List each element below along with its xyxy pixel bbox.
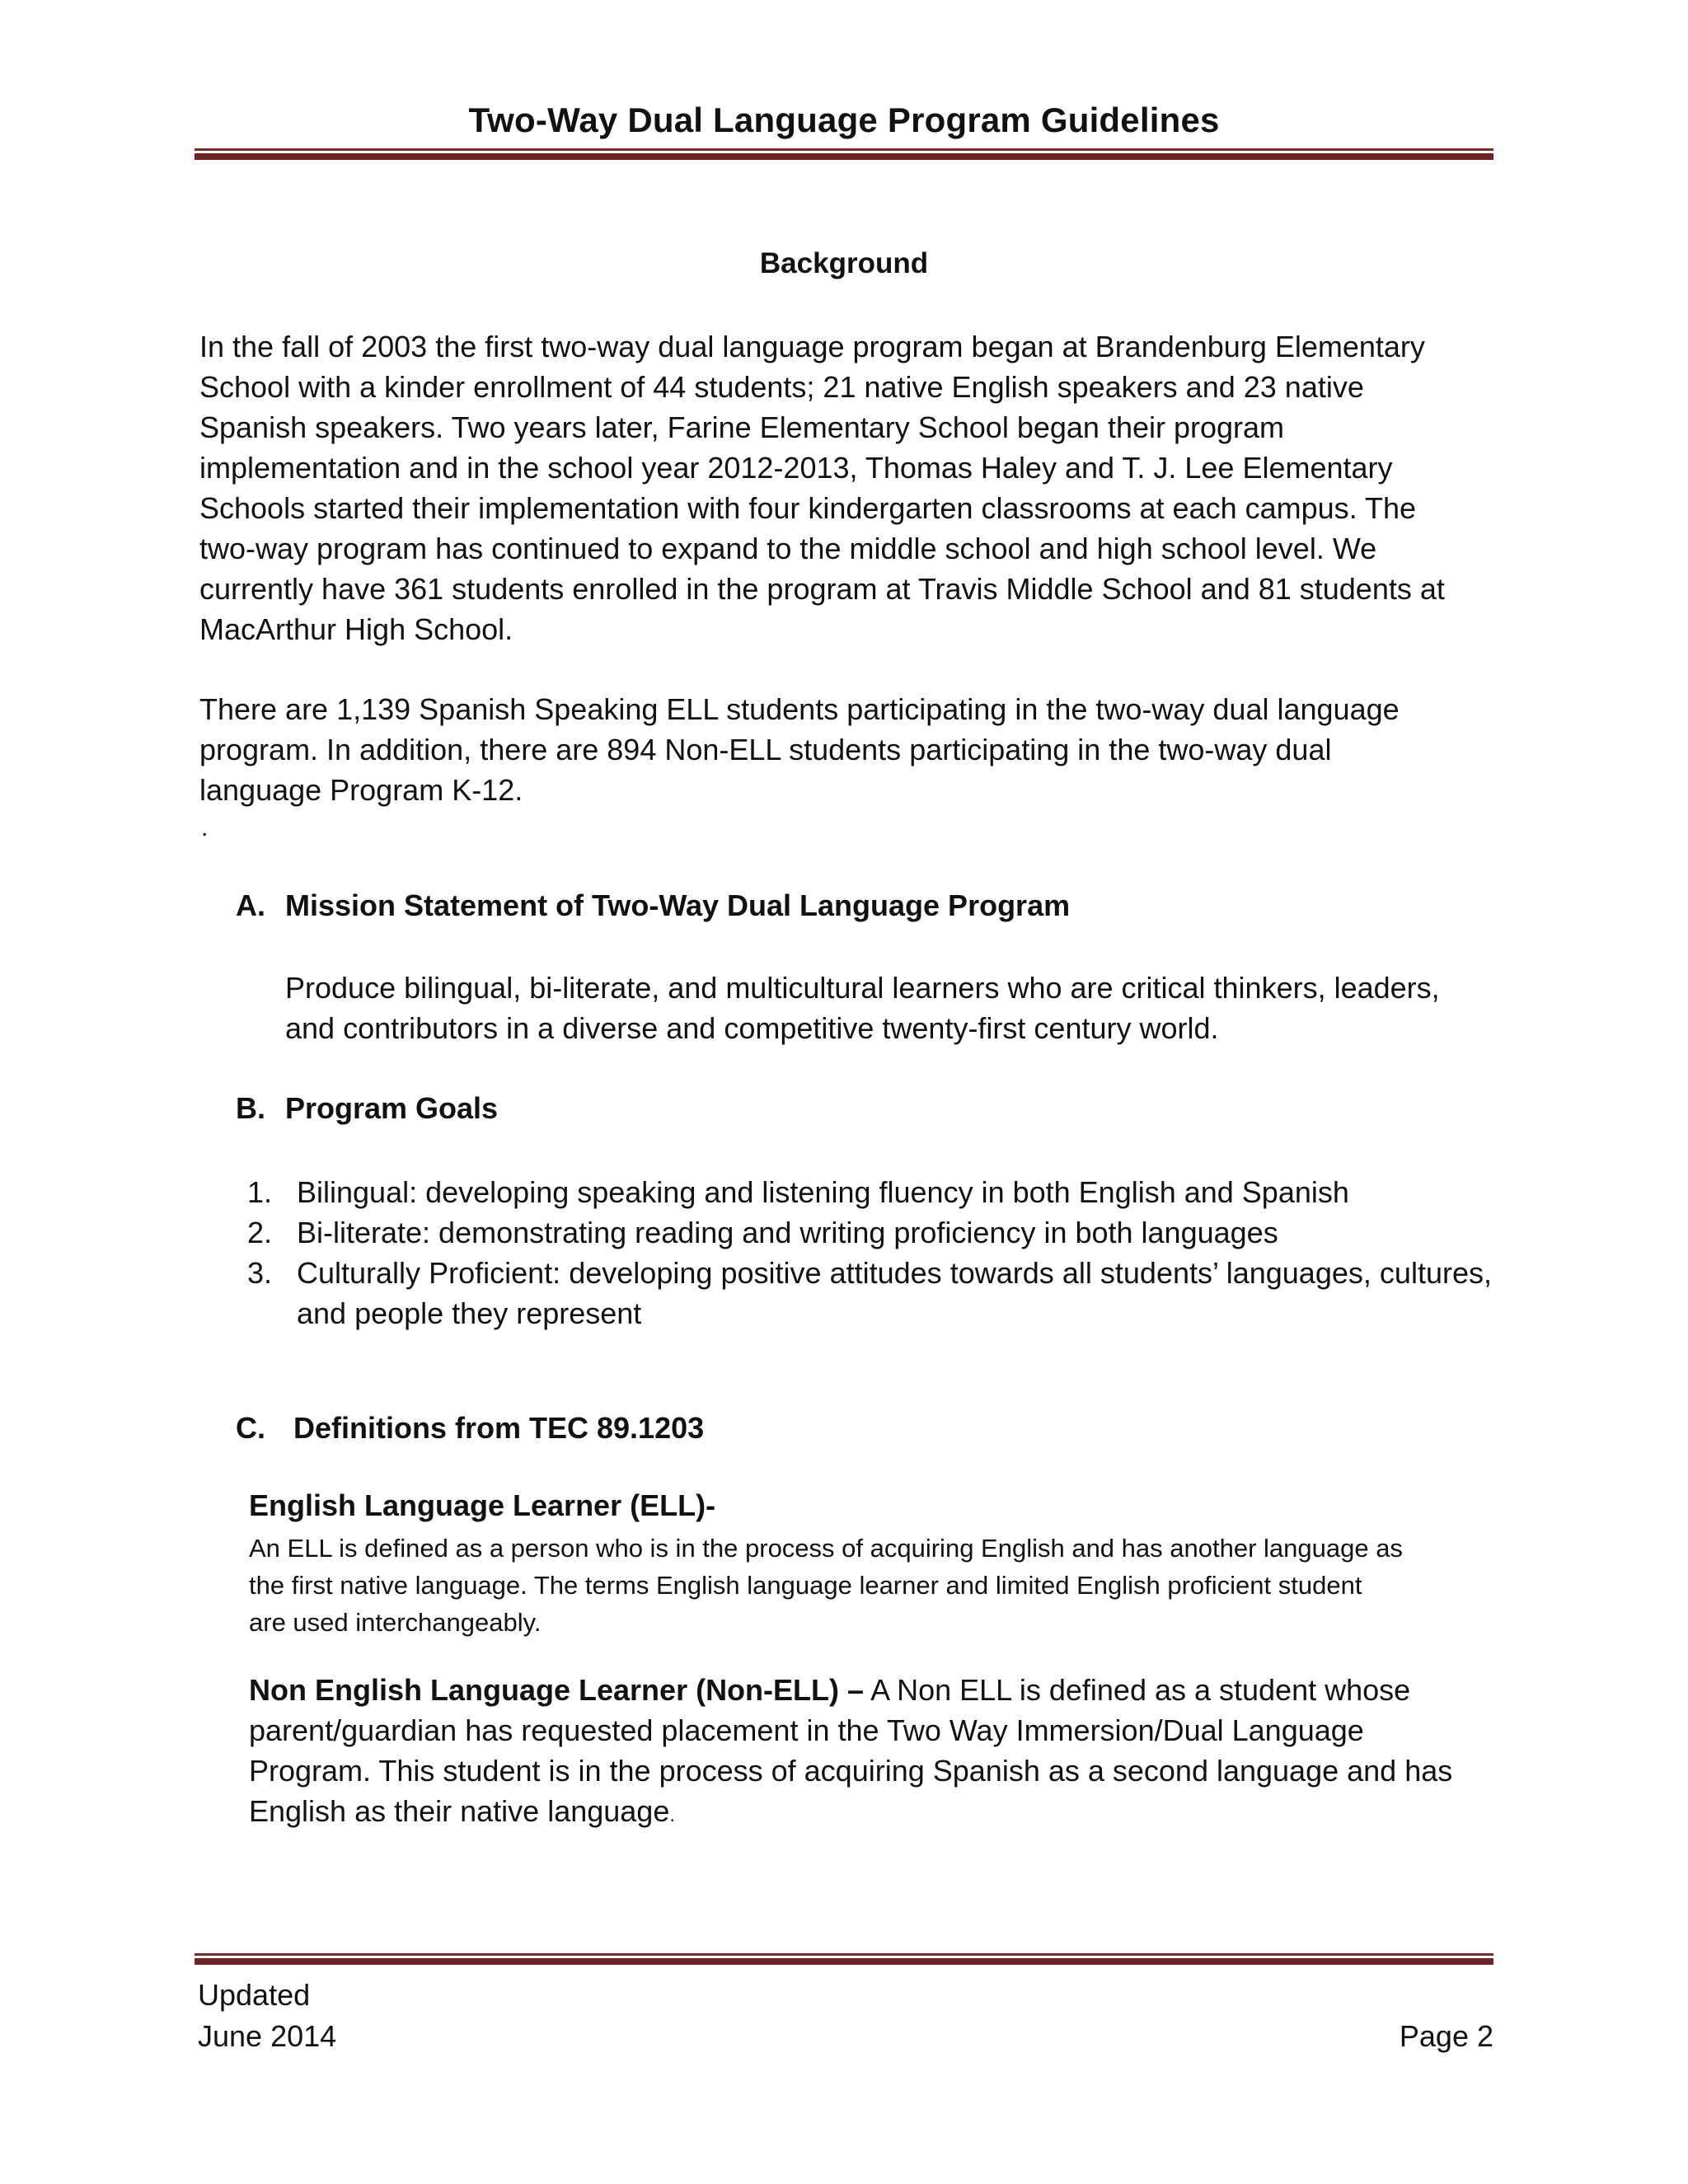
updated-label: Updated [198, 1978, 311, 2012]
list-item [247, 1212, 1492, 1253]
ell-definition: An ELL is defined as a person who is in the process of acquiring English and has another language as the first native language. The terms English language learner and limited English proficient student are used interchangeably. [249, 1534, 1403, 1637]
header-rule [195, 148, 1493, 160]
nonell-end-mark: . [669, 1804, 676, 1826]
section-a-letter: A. [236, 888, 265, 922]
goal-text: Culturally Proficient: developing positive attitudes towards all students’ languages, cultures, and people they represent [297, 1256, 1492, 1330]
section-a-title: Mission Statement of Two-Way Dual Language Program [285, 888, 1071, 922]
footer-rule [195, 1953, 1493, 1965]
goal-number: 2. [247, 1216, 273, 1249]
program-goals-list [247, 1172, 1492, 1333]
section-a-heading [236, 888, 1070, 923]
section-c-heading [236, 1411, 704, 1446]
nonell-definition-block [249, 1670, 1502, 1835]
section-c-letter: C. [236, 1411, 265, 1445]
goal-text: Bilingual: developing speaking and listening fluency in both English and Spanish [297, 1175, 1349, 1209]
section-b-title: Program Goals [285, 1091, 499, 1125]
ell-term: English Language Learner (ELL)- [249, 1488, 716, 1522]
section-b-letter: B. [236, 1091, 265, 1125]
background-paragraph-1: In the fall of 2003 the first two-way dual language program began at Brandenburg Elementary School with a kinder enrollment of 44 students; 21 native English speakers and 23 native Spanish speakers. Two years later, Farine Elementary School began their program implementation and in the school year 2012-2013, Thomas Haley and T. J. Lee Elementary Schools started their implementation with four kindergarten classrooms at each campus. The two-way program has continued to expand to the middle school and high school level. We currently have 361 students enrolled in the program at Travis Middle School and 81 students at MacArthur High School. [199, 330, 1445, 646]
background-title: Background [759, 247, 929, 279]
section-c-title: Definitions from TEC 89.1203 [293, 1411, 705, 1445]
section-b-heading [236, 1091, 498, 1126]
mission-statement: Produce bilingual, bi-literate, and multicultural learners who are critical thinkers, leaders, and contributors in a diverse and competitive twenty-first century world. [285, 971, 1440, 1045]
stray-mark: . [201, 814, 209, 841]
footer-updated [198, 1975, 336, 2057]
list-item [247, 1172, 1492, 1212]
header-title: Two-Way Dual Language Program Guidelines [468, 101, 1220, 139]
nonell-term: Non English Language Learner (Non-ELL) – [249, 1673, 865, 1707]
goal-number: 3. [247, 1256, 273, 1290]
goal-text: Bi-literate: demonstrating reading and writing proficiency in both languages [297, 1216, 1278, 1249]
updated-date: June 2014 [198, 2019, 337, 2053]
page-number: Page 2 [1399, 2019, 1493, 2053]
goal-number: 1. [247, 1175, 273, 1209]
background-paragraph-2: There are 1,139 Spanish Speaking ELL students participating in the two-way dual language program. In addition, there are 894 Non-ELL students participating in the two-way dual language Program K-12. [199, 692, 1400, 807]
nonell-definition: A Non ELL is defined as a student whose parent/guardian has requested placement in the Two Way Immersion/Dual Language Program. This student is in the process of acquiring Spanish as a second language and has English as their native language [249, 1673, 1453, 1828]
list-item [247, 1253, 1492, 1333]
